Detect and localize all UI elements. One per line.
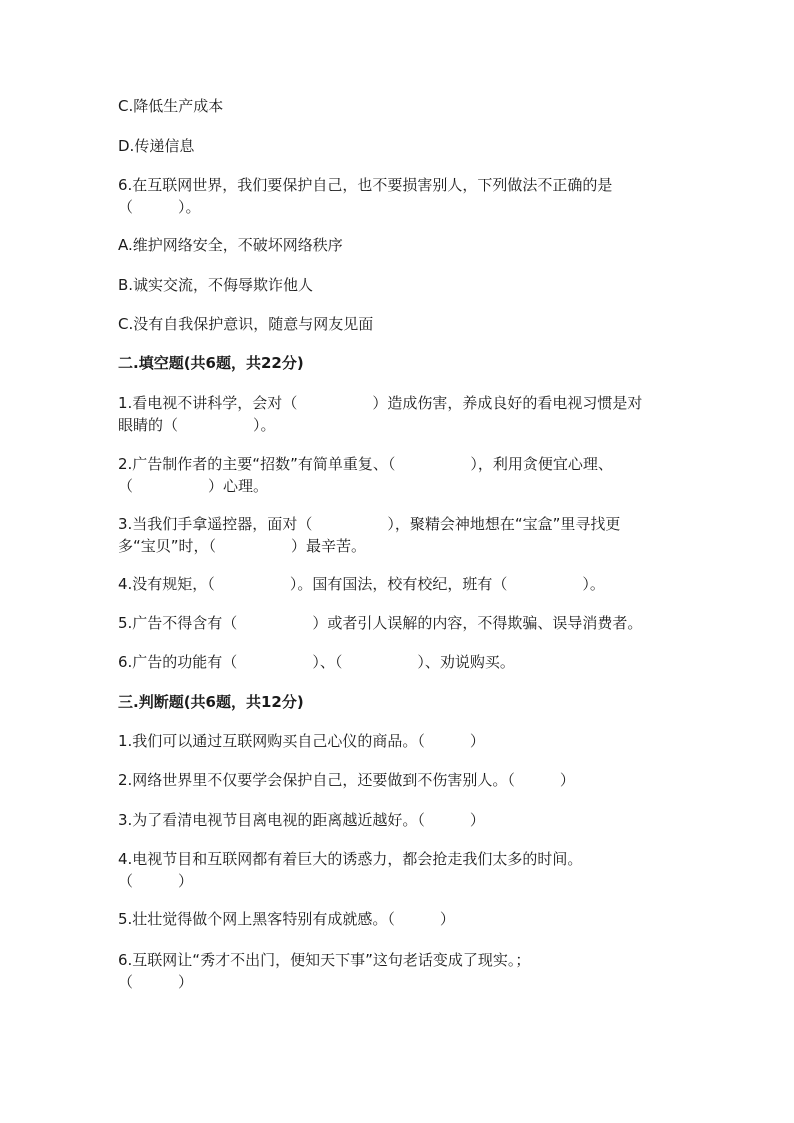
fill-question-2-line1: 2.广告制作者的主要“招数”有简单重复、（ ），利用贪便宜心理、 <box>118 455 613 473</box>
fill-question-6: 6.广告的功能有（ ）、（ ）、劝说购买。 <box>118 653 515 671</box>
tf-question-5: 5.壮壮觉得做个网上黑客特别有成就感。（ ） <box>118 910 455 928</box>
section-heading-true-false: 三.判断题(共6题，共12分) <box>118 693 304 711</box>
fill-question-3-line2: 多“宝贝”时，（ ）最辛苦。 <box>118 537 367 555</box>
option-a: A.维护网络安全，不破坏网络秩序 <box>118 236 343 254</box>
fill-question-1-line2: 眼睛的（ ）。 <box>118 416 276 434</box>
tf-question-4-line1: 4.电视节目和互联网都有着巨大的诱惑力，都会抢走我们太多的时间。 <box>118 850 583 868</box>
tf-question-3: 3.为了看清电视节目离电视的距离越近越好。（ ） <box>118 811 485 829</box>
option-c-reduce-cost: C.降低生产成本 <box>118 97 224 115</box>
question-6-blank: （ ）。 <box>118 198 201 216</box>
fill-question-4: 4.没有规矩，（ ）。国有国法，校有校纪，班有（ ）。 <box>118 575 605 593</box>
fill-question-2-line2: （ ）心理。 <box>118 477 269 495</box>
tf-question-6-line1: 6.互联网让“秀才不出门，便知天下事”这句老话变成了现实。； <box>118 951 531 969</box>
fill-question-3-line1: 3.当我们手拿遥控器，面对（ ），聚精会神地想在“宝盒”里寻找更 <box>118 515 621 533</box>
tf-question-4-line2: （ ） <box>118 872 194 890</box>
option-b: B.诚实交流，不侮辱欺诈他人 <box>118 276 314 294</box>
tf-question-6-line2: （ ） <box>118 973 194 991</box>
option-c: C.没有自我保护意识，随意与网友见面 <box>118 315 374 333</box>
tf-question-2: 2.网络世界里不仅要学会保护自己，还要做到不伤害别人。（ ） <box>118 771 575 789</box>
section-heading-fill-in: 二.填空题(共6题，共22分) <box>118 354 304 372</box>
fill-question-1-line1: 1.看电视不讲科学，会对（ ）造成伤害，养成良好的看电视习惯是对 <box>118 394 643 412</box>
fill-question-5: 5.广告不得含有（ ）或者引人误解的内容，不得欺骗、误导消费者。 <box>118 614 643 632</box>
question-6-stem: 6.在互联网世界，我们要保护自己，也不要损害别人，下列做法不正确的是 <box>118 176 613 194</box>
tf-question-1: 1.我们可以通过互联网购买自己心仪的商品。（ ） <box>118 732 485 750</box>
option-d-convey-info: D.传递信息 <box>118 137 195 155</box>
